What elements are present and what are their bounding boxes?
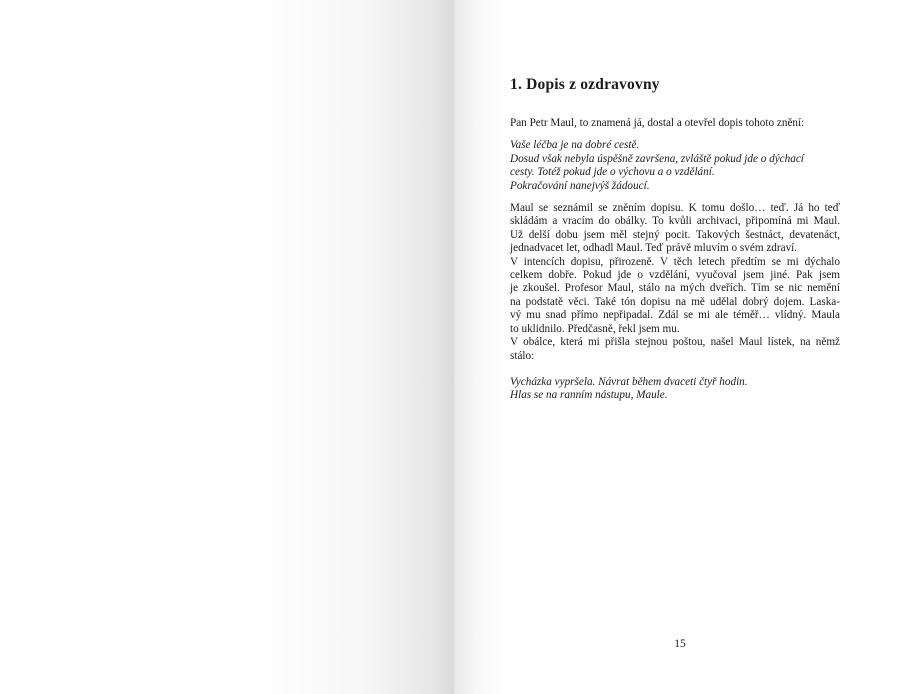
note-quote (510, 376, 840, 403)
body-line: to uklidnilo. Předčasně, řekl jsem mu. (510, 322, 680, 335)
letter-line: cesty. Totéž pokud jde o výchovu a o vzdělání. (510, 166, 715, 179)
body-line: je zkoušel. Profesor Maul, stálo na mých dveřích. Tím se nic nemění (510, 282, 840, 295)
letter-quote (510, 139, 840, 193)
letter-line: Dosud však nebyla úspěšně završena, zvláště pokud jde o dýchací (510, 152, 804, 165)
body-line: celkem dobře. Pokud jde o vzdělání, vyučoval jsem jiné. Pak jsem (510, 269, 840, 282)
body-line: Už delší dobu jsem měl stejný pocit. Takových šestnáct, devatenáct, (510, 228, 840, 241)
page-number: 15 (674, 638, 686, 650)
body-line: V obálce, která mi přišla stejnou poštou, našel Maul lístek, na němž (510, 336, 840, 349)
letter-line: Vaše léčba je na dobré cestě. (510, 139, 640, 152)
body-line: skládám a vracím do obálky. To kvůli archivaci, připomíná mi Maul. (510, 215, 840, 228)
note-line: Vycházka vypršela. Návrat během dvaceti čtyř hodin. (510, 375, 748, 388)
note-line: Hlas se na ranním nástupu, Maule. (510, 389, 668, 402)
body-line: jednadvacet let, odhadl Maul. Teď právě mluvím o svém zdraví. (510, 242, 798, 255)
body-line: na podstatě věci. Také tón dopisu na mě udělal dobrý dojem. Laska- (510, 295, 840, 308)
body-line: stálo: (510, 349, 535, 362)
intro-paragraph: Pan Petr Maul, to znamená já, dostal a otevřel dopis tohoto znění: (510, 117, 805, 129)
page-content (510, 74, 840, 403)
body-line: vý mu snad přímo nepřipadal. Zdál se mi ale téměř… vlídný. Maula (510, 309, 840, 322)
chapter-title: 1. Dopis z ozdravovny (510, 76, 660, 93)
body-paragraph (510, 202, 840, 363)
body-line: V intencích dopisu, přirozeně. V těch letech předtím se mi dýchalo (510, 255, 840, 268)
body-line: Maul se seznámil se zněním dopisu. K tomu došlo… teď. Já ho teď (510, 202, 840, 215)
letter-line: Pokračování nanejvýš žádoucí. (510, 179, 650, 192)
